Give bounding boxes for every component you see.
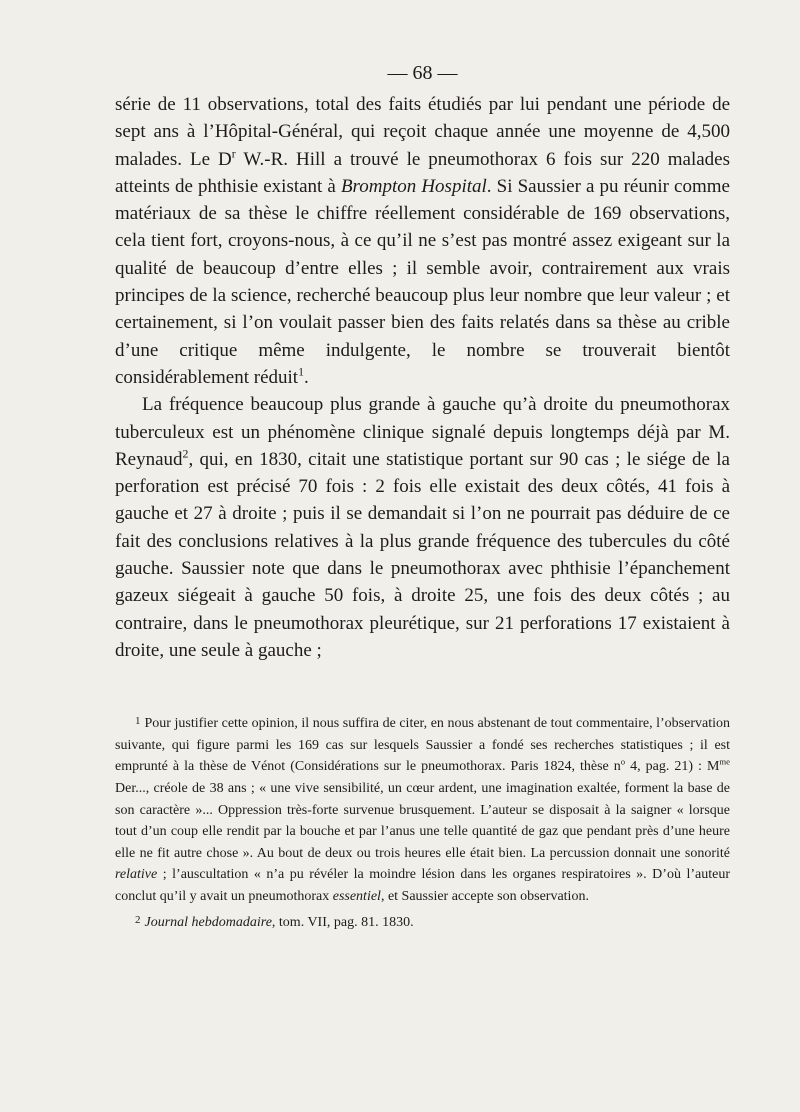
footnotes [115, 711, 730, 933]
footnote-text-run: Der..., créole de 38 ans ; « une vive sensibilité, un cœur ardent, une imagination exaltée, forment la base de son caractère »... Oppression très-forte survenue brusquement. L’auteur se disposait à la saigner « lorsque tout d’un coup elle rendit par la bouche et par l’anus une telle quantité de gaz que pendant près d’une heure elle ne fit autre chose ». Au bout de deux ou trois heures elle était bien. La percussion donnait une sonorité [115, 781, 730, 861]
paragraph-2 [115, 391, 730, 664]
footnote-2-source: Journal hebdomadaire [144, 914, 272, 930]
text-run: W.-R. Hill a trouvé le pneumothorax 6 fois sur 220 malades atteints de phthisie existant à [115, 148, 730, 197]
footnote-text-run: 4, pag. 21) : M [625, 759, 720, 775]
paragraph-1 [115, 91, 730, 391]
footnote-2 [115, 910, 730, 934]
footnote-1-text [115, 716, 730, 904]
page-content [115, 60, 730, 933]
footnote-text-run: essentiel [332, 888, 381, 904]
text-run: série de 11 observations, total des faits étudiés par lui pendant une période de sept ans à l’Hôpital-Général, qui reçoit chaque année une moyenne de 4,500 malades. Le D [115, 94, 730, 170]
footnote-text-run: , et Saussier accepte son observation. [380, 888, 589, 904]
footnote-text-run: ; l’auscultation « n’a pu révéler la moindre lésion dans les organes respiratoires ». D’où l’auteur conclut qu’il y avait un pneumothorax [115, 867, 730, 904]
text-run: Brompton Hospital [340, 175, 487, 197]
page-number: — 68 — [387, 62, 458, 84]
text-run: 2 [182, 447, 189, 461]
body-text [115, 91, 730, 664]
footnote-text-run: Pour justifier cette opinion, il nous suffira de citer, en nous abstenant de tout commentaire, l’observation suivante, qui figure parmi les 169 cas sur lesquels Saussier a fondé ses recherches statistiques ; il est emprunté à la thèse de Vénot (Considérations sur le pneumothorax. Paris 1824, thèse n [115, 716, 730, 775]
footnote-1-mark: 1 [135, 715, 141, 728]
text-run: . [303, 366, 309, 388]
text-run: , qui, en 1830, citait une statistique portant sur 90 cas ; le siége de la perforation est précisé 70 fois : 2 fois elle existait des deux côtés, 41 fois à gauche et 27 à droite ; puis il se demandait si l’on ne pourrait pas déduire de ce fait des conclusions relatives à la plus grande fréquence des tubercules du côté gauche. Saussier note que dans le pneumothorax avec phthisie l’épanchement gazeux siégeait à gauche 50 fois, à droite 25, une fois des deux côtés ; au contraire, dans le pneumothorax pleurétique, sur 21 perforations 17 existaient à droite, une seule à gauche ; [115, 448, 730, 661]
footnote-2-mark: 2 [135, 913, 141, 926]
footnote-1 [115, 711, 730, 907]
footnote-2-rest: , tom. VII, pag. 81. 1830. [271, 914, 414, 930]
text-run: La fréquence beaucoup plus grande à gauche qu’à droite du pneumothorax tuberculeux est un phénomène clinique signalé depuis longtemps déjà par M. Reynaud [115, 394, 730, 470]
footnote-text-run: relative [115, 867, 158, 883]
text-run: r [231, 147, 236, 161]
footnote-text-run: me [719, 756, 731, 767]
footnote-text-run: o [620, 756, 626, 767]
text-run: . Si Saussier a pu réunir comme matériaux de sa thèse le chiffre réellement considérable de 169 observations, cela tient fort, croyons-nous, à ce qu’il ne s’est pas montré assez exigeant sur la qualité de beaucoup d’entre elles ; il semble avoir, contrairement aux vrais principes de la science, recherché beaucoup plus leur nombre que leur valeur ; et certainement, si l’on voulait passer bien des faits relatés dans sa thèse au crible d’une critique même indulgente, le nombre se trouverait bientôt considérablement réduit [115, 175, 730, 388]
text-run: 1 [298, 365, 304, 379]
